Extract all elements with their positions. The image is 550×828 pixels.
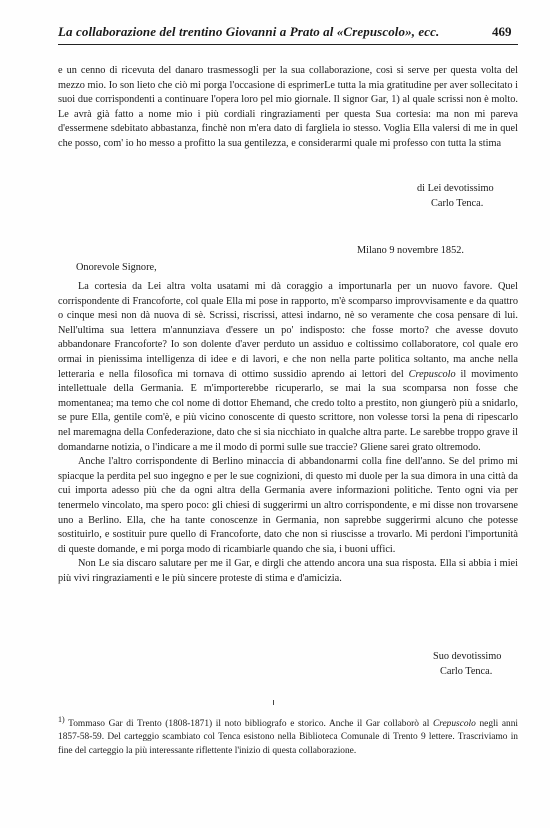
footnote-journal-title: Crepuscolo xyxy=(432,719,476,730)
footnote xyxy=(58,713,518,758)
footnote-text-a: Tommaso Gar di Trento (1808-1871) il noto bibliografo e storico. Anche il Gar collaborò al xyxy=(68,719,433,730)
letter-two-paragraph-3: Non Le sia discaro salutare per me il Gar, e dirgli che attendo ancora una sua risposta. Ella si abbia i miei più vivi ringraziamenti e le più sincere proteste di stima e d'amicizia. xyxy=(58,558,518,584)
letter-two-date: Milano 9 novembre 1852. xyxy=(357,245,464,256)
letter-two-paragraph-2: Anche l'altro corrispondente di Berlino minaccia di abbandonarmi colla fine dell'anno. Se del primo mi spiacque la perdita pel suo ingegno e per le sue cognizioni, di questo mi duole per la sua dimora in una città da cui importa adesso più che da ogni altra della Germania avere informazioni politiche. Tento ogni via per tenermelo vincolato, ma spero poco: gli chiesi di suggerirmi un altro corrispondente, e mi disse non trovarsene uno a Berlino. Ella, che ha tante conoscenze in Germania, non saprebbe suggerirmi alcuno che potesse sostituirlo, e sostituir pure quello di Francoforte, dato che non si riuscisse a trovarlo. Mi perdoni l'importunità di queste domande, e mi porga modo di ricambiarle quando che sia, i buoni uffici. xyxy=(58,456,518,555)
letter-two-body xyxy=(58,280,518,586)
footnote-paragraph xyxy=(58,713,518,758)
page-number: 469 xyxy=(492,24,512,39)
letter-one-text xyxy=(58,64,518,152)
letter-two-signature: Carlo Tenca. xyxy=(440,666,493,677)
letter-one-paragraph: e un cenno di ricevuta del danaro trasmessogli per la sua collaborazione, così si serve per questa volta del mezzo mio. Io son lieto che ciò mi porga l'occasione di esprimerLe tutta la mia gratitudine per aver sollecitato i suoi due corrispondenti a continuare l'opera loro pel mio giornale. Il signor Gar, 1) al quale scrissi non è molto. Le avrà già fatto a nome mio i più cordiali ringraziamenti per questa Sua cortesia: ma non mi pareva d'essermene sdebitato abbastanza, finchè non m'era dato di fargliela io stesso. Voglia Ella valersi di me in quel che posso, com' io ho messo a profitto la sua gentilezza, e considerarmi quale mi professo con tutta la stima xyxy=(58,65,518,149)
journal-title: Crepuscolo xyxy=(408,368,456,380)
paragraph-1-text-a: La cortesia da Lei altra volta usatami mi dà coraggio a importunarla per un nuovo favore. Quel corrispondente di Francoforte, col quale Ella mi pose in rapporto, m'è scomparso improvvisamente e da quattro o cinque mesi non dà nuova di sè. Scrissi, riscrissi, attesi indarno, nè so veramente che cosa pensare di lui. Nell'ultima sua lettera m'annunziava d'essere un po' indisposto: che fosse morto? che avesse dovuto abbandonare Francoforte? Io son dolente d'aver perduto un assiduo e coltissimo collaboratore, col quale ero ormai in pienissima intelligenza di idee e di lavori, e che non nella parte politica soltanto, ma anche nella letteraria e nella filosofica mi tornava di ottimo sussidio aprendo ai lettori del xyxy=(58,281,518,380)
letter-two-paragraph-1 xyxy=(58,280,518,455)
paragraph-1-text-b: il movimento intellettuale della Germania. E m'importerebbe ricuperarlo, se mai la sua scomparsa non fosse che momentanea; ma temo che col nome di dottor Ehemand, che credo tolto a prestito, non giungerò più a snidarlo, se pure Ella, gentile com'è, e più vicino conoscente di questo scrittore, non volesse torsi la pena di ripescarlo nel maremagna della Confederazione, dato che si sia nicchiato in qualche altra parte. Le sarebbe troppo grave il domandarne notizia, o l'indicare a me il modo di pormi sulle sue traccie? Gliene sarei grato oltremodo. xyxy=(58,368,518,453)
letter-two-salutation: Onorevole Signore, xyxy=(76,262,157,273)
letter-two-closing: Suo devotissimo xyxy=(433,651,502,662)
letter-one-signature: Carlo Tenca. xyxy=(431,198,484,209)
letter-one-closing: di Lei devotissimo xyxy=(417,183,494,194)
separator-mark xyxy=(273,700,274,705)
footnote-text-b: negli anni 1857-58-59. Del carteggio scambiato col Tenca esistono nella Biblioteca Comunale di Trento 9 lettere. Trascriviamo in fine del carteggio la più interessante riflettente l'inizio di questa collaborazione. xyxy=(58,719,518,756)
header-rule xyxy=(58,44,518,45)
footnote-marker: 1) xyxy=(58,715,65,724)
running-title: La collaborazione del trentino Giovanni a Prato al «Crepuscolo», ecc. xyxy=(58,24,440,39)
